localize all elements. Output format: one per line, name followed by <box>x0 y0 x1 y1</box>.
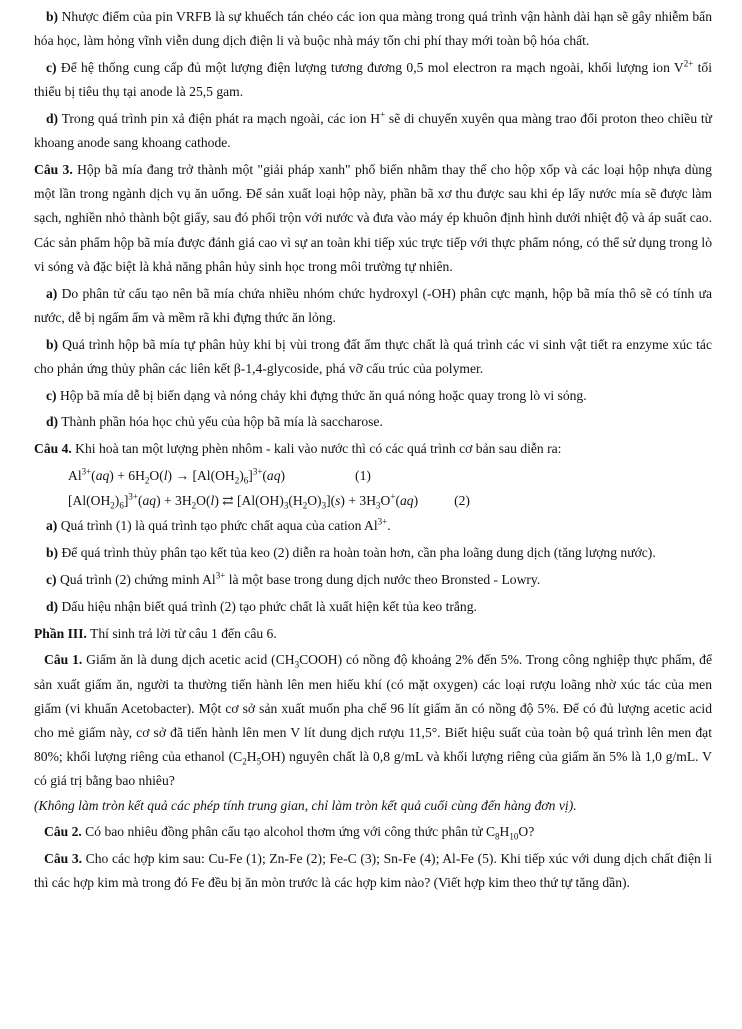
question-text: O? <box>518 824 535 840</box>
superscript: 3+ <box>377 516 388 527</box>
equation-number: (1) <box>355 468 371 483</box>
rounding-note: (Không làm tròn kết quả các phép tính trung gian, chỉ làm tròn kết quả cuối cùng đến hàng đơn vị). <box>34 797 577 813</box>
question-4-stem <box>34 437 712 461</box>
question-label: Câu 3. <box>34 162 73 177</box>
statement-text: là một base trong dung dịch nước theo Bronsted - Lowry. <box>225 572 541 587</box>
equation-1: $Al^{3+}(aq) + 6H_2O(l) \to [Al(OH_2)_6]^{3+}(aq)$ (1) <box>68 466 371 486</box>
question-text: H <box>246 749 257 765</box>
question-3-statement-a <box>34 282 712 330</box>
statement-2d <box>34 107 712 155</box>
statement-text: Hộp bã mía dễ bị biến dạng và nóng chảy khi đựng thức ăn quá nóng hoặc quay trong lò vi sóng. <box>56 387 587 403</box>
question-text: OH) nguyên chất là 0,8 g/mL và khối lượng riêng của giấm ăn 5% là 1,0 g/mL. V có giá trị bằng bao nhiêu? <box>34 749 712 789</box>
statement-label: d) <box>46 414 59 430</box>
statement-label: a) <box>46 518 58 534</box>
question-4-statement-d <box>34 595 712 619</box>
question-label: Câu 3. <box>44 851 83 867</box>
statement-text: Quá trình (2) chứng minh Al <box>56 572 216 587</box>
question-text: H <box>499 824 510 840</box>
statement-label: c) <box>46 572 57 587</box>
question-3-statement-c <box>34 384 712 408</box>
superscript: + <box>380 109 386 120</box>
statement-text: Quá trình (1) là quá trình tạo phức chất aqua của cation Al <box>57 518 378 534</box>
statement-text: Nhược điểm của pin VRFB là sự khuếch tán chéo các ion qua màng trong quá trình vận hành dài hạn sẽ gây nhiễm bẩn hóa học, làm hỏng vĩnh viễn dung dịch điện li và buộc nhà máy tốn chi phí thay mới toàn bộ hóa chất. <box>34 9 712 49</box>
statement-text: Dấu hiệu nhận biết quá trình (2) tạo phức chất là xuất hiện kết tủa keo trắng. <box>58 598 477 614</box>
statement-label: a) <box>46 285 58 301</box>
statement-text: Để quá trình thủy phân tạo kết tủa keo (2) diễn ra hoàn toàn hơn, cần pha loãng dung dịch (tăng lượng nước). <box>58 545 656 561</box>
statement-text: Để hệ thống cung cấp đủ một lượng điện lượng tương đương 0,5 mol electron ra mạch ngoài, khối lượng ion V <box>56 60 684 75</box>
superscript: 3+ <box>215 570 226 581</box>
question-label: Câu 1. <box>44 652 83 668</box>
part-text: Thí sinh trả lời từ câu 1 đến câu 6. <box>86 625 277 641</box>
question-text: Có bao nhiêu đồng phân cấu tạo alcohol thơm ứng với công thức phân tử C <box>81 824 496 840</box>
statement-text: Trong quá trình pin xả điện phát ra mạch ngoài, các ion H <box>58 111 381 126</box>
statement-text: . <box>387 518 391 534</box>
part3-question-1: Câu 1. Giấm ăn là dung dịch acetic acid $(CH_3COOH)$ có nồng độ khoảng 2% đến 5%. Trong công nghiệp thực phẩm, để sản xuất giấm ăn, người ta thường tiến hành lên men hiếu khí (có mặt oxygen) các loại rượu loãng nhờ xúc tác của men giấm (vi khuẩn Acetobacter). Một cơ sở sản xuất muốn pha chế 96 lít giấm ăn có nồng độ 5%. Để có đủ lượng acetic acid cho mẻ giấm này, cơ sở đã tiến hành lên men V lít dung dịch rượu 11,5°. Biết hiệu suất của toàn bộ quá trình lên men đạt 80%; khối lượng riêng của ethanol $(C_2H_5OH)$ nguyên chất là 0,8 g/mL và khối lượng riêng của giấm ăn 5% là 1,0 g/mL. V có giá trị bằng bao nhiêu? (Không làm tròn kết quả các phép tính trung gian, chỉ làm tròn kết quả cuối cùng đến hàng đơn vị). <box>34 652 712 813</box>
statement-label: b) <box>46 545 59 561</box>
statement-label: c) <box>46 387 57 403</box>
statement-text: Thành phần hóa học chủ yếu của hộp bã mía là saccharose. <box>58 414 383 430</box>
question-3-statement-b <box>34 333 712 381</box>
question-text: Hộp bã mía đang trở thành một "giải pháp xanh" phổ biến nhằm thay thế cho hộp xốp và các loại hộp nhựa dùng một lần trong ngành dịch vụ ăn uống. Để sản xuất loại hộp này, phần bã xơ thu được sau khi ép lấy nước mía sẽ được làm sạch, nghiền nhỏ thành bột giấy, sau đó phối trộn với nước và đưa vào máy ép khuôn định hình dưới nhiệt độ và áp suất cao. Các sản phẩm hộp bã mía được đánh giá cao vì sự an toàn khi tiếp xúc trực tiếp với thực phẩm nóng, có thể sử dụng trong lò vi sóng và đặc biệt là khả năng phân hủy sinh học trong môi trường tự nhiên. <box>34 162 712 274</box>
statement-label: b) <box>46 336 59 352</box>
part-label: Phần III. <box>34 625 87 641</box>
question-text: Giấm ăn là dung dịch acetic acid (CH <box>82 652 295 668</box>
statement-label: b) <box>46 9 59 24</box>
question-4-statement-a <box>34 514 712 538</box>
question-text: Cho các hợp kim sau: Cu-Fe (1); Zn-Fe (2); Fe-C (3); Sn-Fe (4); Al-Fe (5). Khi tiếp xúc với dung dịch chất điện li thì các hợp kim mà trong đó Fe đều bị ăn mòn trước là các hợp kim nào? (Viết hợp kim theo thứ tự tăng dần). <box>34 851 712 891</box>
superscript: 2+ <box>683 58 694 69</box>
statement-label: d) <box>46 598 59 614</box>
statement-text: tối thiểu bị tiêu thụ tại anode là 25,5 gam. <box>34 60 713 100</box>
statement-text: Quá trình hộp bã mía tự phân hủy khi bị vùi trong đất ẩm thực chất là quá trình các vi sinh vật tiết ra enzyme xúc tác cho phản ứng thủy phân các liên kết β-1,4-glycoside, phá vỡ cấu trúc của polymer. <box>34 336 712 376</box>
question-3-statement-d <box>34 410 712 434</box>
part3-question-3 <box>34 847 712 895</box>
statement-2b <box>34 5 712 53</box>
question-text: Khi hoà tan một lượng phèn nhôm - kali vào nước thì có các quá trình cơ bản sau diễn ra: <box>71 441 562 457</box>
equation-number: (2) <box>454 493 470 509</box>
statement-text: Do phân tử cấu tạo nên bã mía chứa nhiều nhóm chức hydroxyl (-OH) phân cực mạnh, hộp bã mía thô sẽ có tính ưa nước, dễ bị ngấm ẩm và mềm rã khi đựng thức ăn lỏng. <box>34 285 712 325</box>
equation-2: $[Al(OH_2)_6]^{3+}(aq) + 3H_2O(l)$ ⇄ $[Al(OH)_3(H_2O)_3](s) + 3H_3O^+(aq)$ (2) <box>68 491 470 511</box>
part-3-heading <box>34 622 712 646</box>
question-label: Câu 4. <box>34 441 72 457</box>
question-4-statement-c <box>34 568 712 592</box>
statement-text: sẽ di chuyển xuyên qua màng trao đổi proton theo chiều từ khoang anode sang khoang cathode. <box>34 111 713 151</box>
part3-question-2: Câu 2. Có bao nhiêu đồng phân cấu tạo alcohol thơm ứng với công thức phân tử $C_8H_{10}O$? <box>44 824 535 843</box>
statement-2c <box>34 56 712 104</box>
question-label: Câu 2. <box>44 824 82 840</box>
statement-label: d) <box>46 111 59 126</box>
question-4-statement-b <box>34 541 712 565</box>
question-3-stem <box>34 158 712 279</box>
statement-label: c) <box>46 60 57 75</box>
question-text: COOH) có nồng độ khoảng 2% đến 5%. Trong công nghiệp thực phẩm, để sản xuất giấm ăn, người ta thường tiến hành lên men hiếu khí (có mặt oxygen) các loại rượu loãng nhờ xúc tác của men giấm (vi khuẩn Acetobacter). Một cơ sở sản xuất muốn pha chế 96 lít giấm ăn có nồng độ 5%. Để có đủ lượng acetic acid cho mẻ giấm này, cơ sở đã tiến hành lên men V lít dung dịch rượu 11,5°. Biết hiệu suất của toàn bộ quá trình lên men đạt 80%; khối lượng riêng của ethanol (C <box>34 652 712 765</box>
